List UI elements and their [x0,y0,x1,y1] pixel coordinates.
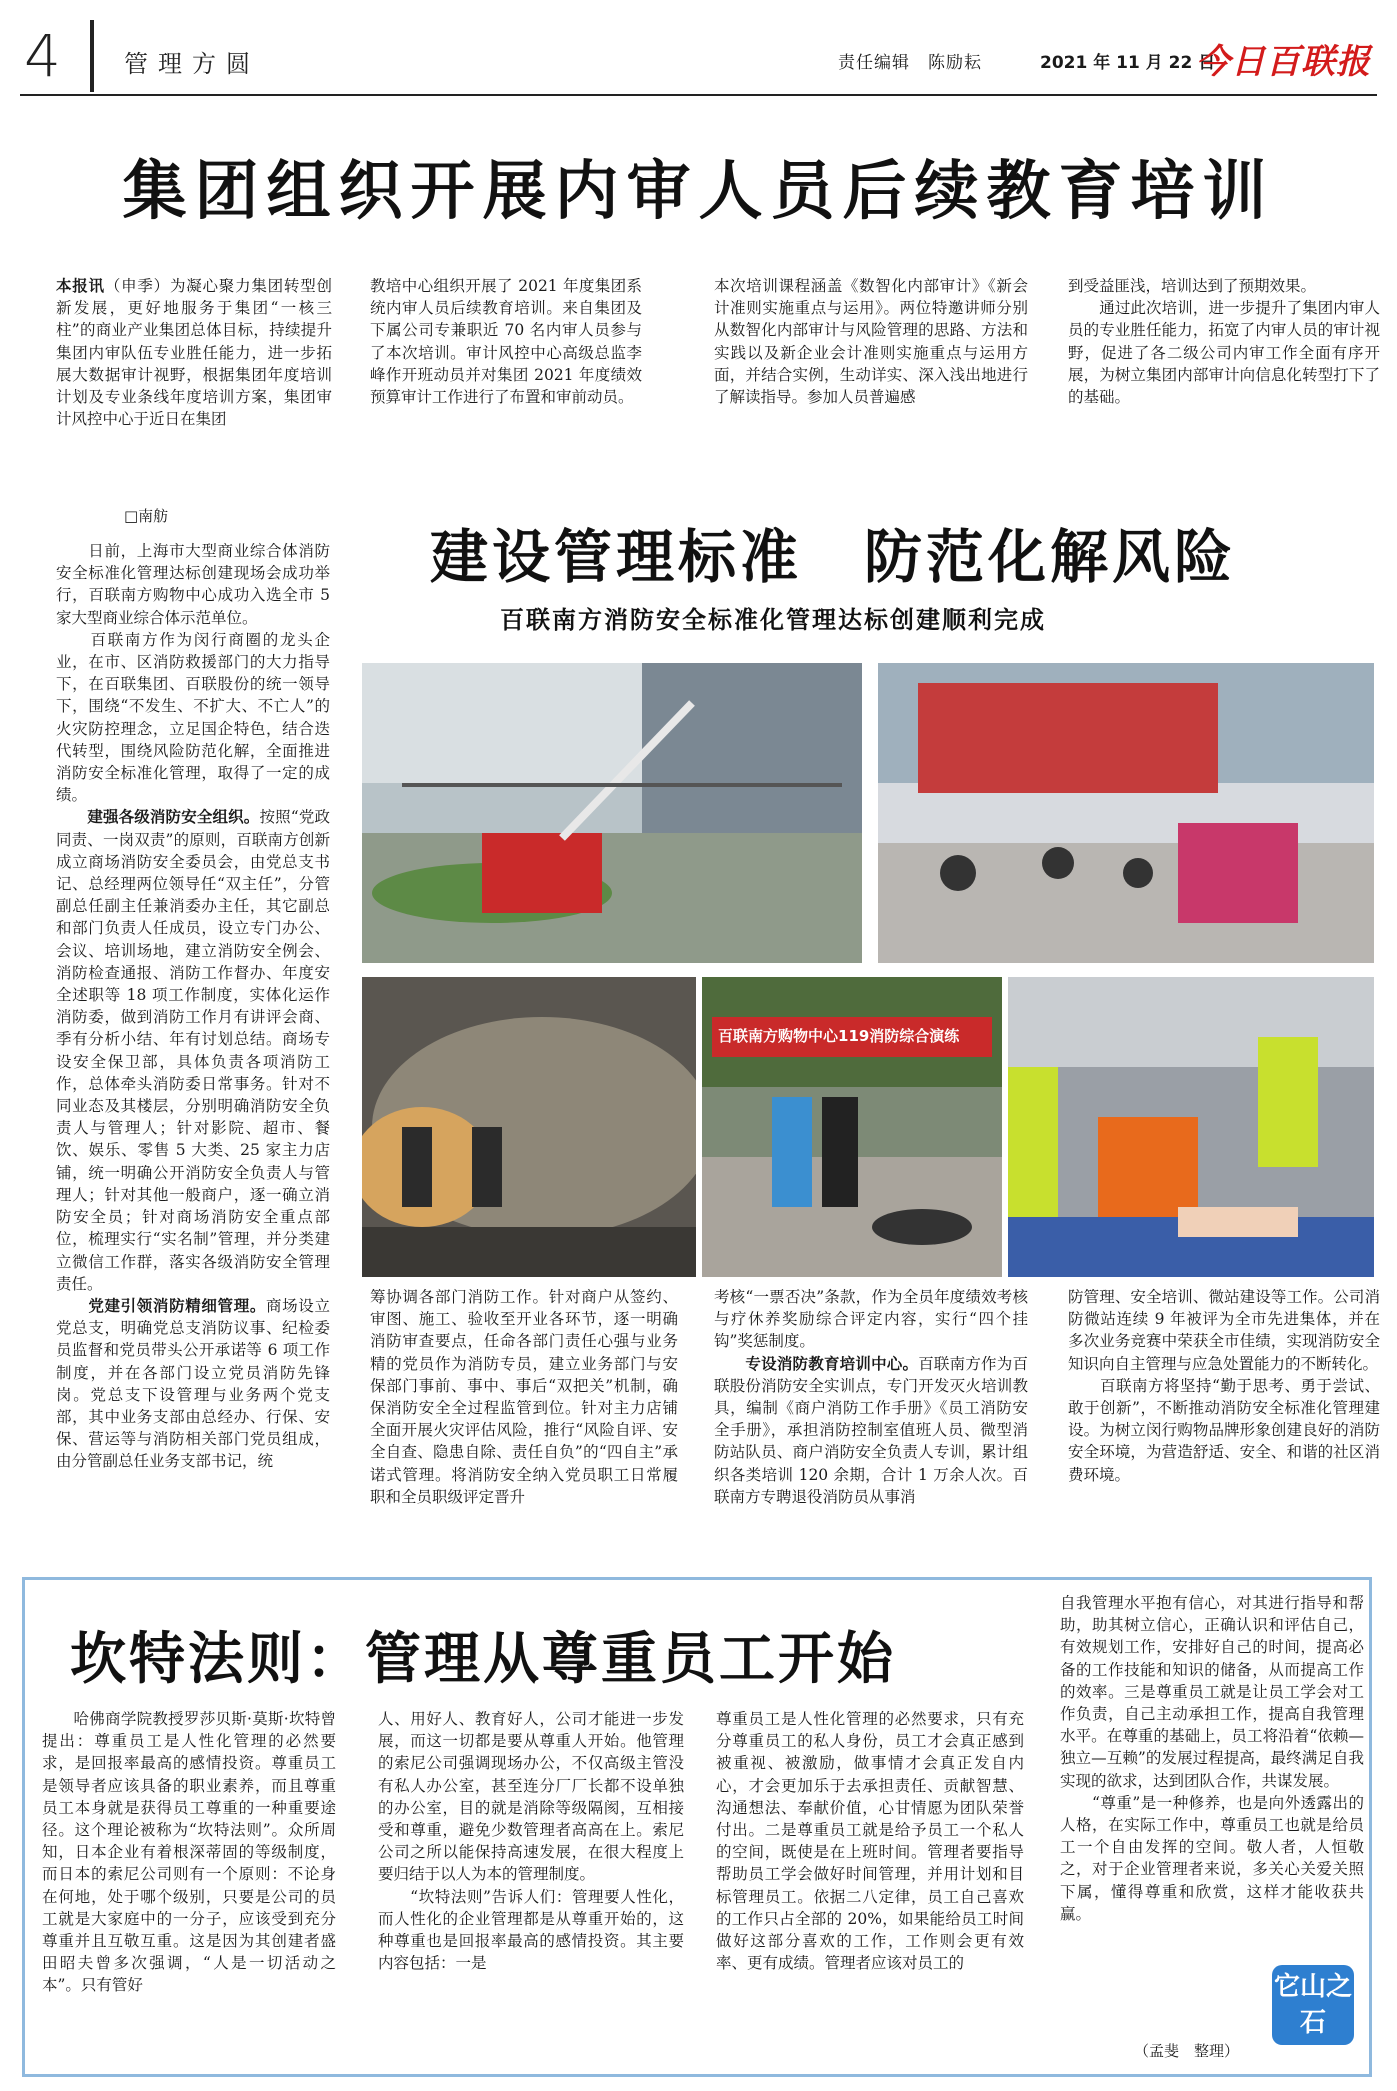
article2-headline: 建设管理标准 防范化解风险 [430,523,1237,591]
photo-firefighters-smoke [362,977,696,1277]
editor-credit: 责任编辑 陈励耘 [838,53,982,73]
article2-column-3: 考核“一票否决”条款，作为全员年度绩效考核与疗休养奖励综合评定内容，实行“四个挂钩”奖惩制度。 专设消防教育培训中心。百联南方作为百联股份消防安全实训点，专门开发灭火培训教具，编制《商户消防工作手册》《员工消防安全手册》，承担消防控制室值班人员、微型消防站队员、商户消防安全负责人专训，累计组织各类培训 120 余期，合计 1 万余人次。百联南方专聘退役消防员从事消 [714,1288,1028,1506]
issue-date: 2021 年 11 月 22 日 [1040,53,1216,73]
section-name: 管理方圆 [124,50,260,78]
article3-column-2: 人、用好人、教育好人，公司才能进一步发展，而这一切都是要从尊重人开始。他管理的索尼公司强调现场办公，不仅高级主管没有私人办公室，甚至连分厂厂长都不设单独的办公室，目的就是消除等级隔阂，互相接受和尊重，避免少数管理者高高在上。索尼公司之所以能保持高速发展，在很大程度上要归结于以人为本的管理制度。 “坎特法则”告诉人们：管理要人性化，而人性化的企业管理都是从尊重开始的，这种尊重也是回报率最高的感情投资。其主要内容包括：一是 [378,1710,684,1973]
article1-column-4: 到受益匪浅，培训达到了预期效果。 通过此次培训，进一步提升了集团内审人员的专业胜任能力，拓宽了内审人员的审计视野，促进了各二级公司内审工作全面有序开展，为树立集团内部审计向信息化转型打下了的基础。 [1068,277,1380,407]
article3-column-1: 哈佛商学院教授罗莎贝斯·莫斯·坎特曾提出：尊重员工是人性化管理的必然要求，是回报率最高的感情投资。尊重员工是领导者应该具备的职业素养，而且尊重员工本身就是获得员工尊重的一种重要途径。这个理论被称为“坎特法则”。众所周知，日本企业有着根深蒂固的等级制度，而日本的索尼公司则有一个原则：不论身在何地，处于哪个级别，只要是公司的员工就是大家庭中的一分子，应该受到充分尊重并且互敬互重。这是因为其创建者盛田昭夫曾多次强调，“人是一切活动之本”。只有管好 [42,1710,336,1995]
article1-column-1: 本报讯（申季）为凝心聚力集团转型创新发展，更好地服务于集团“一核三柱”的商业产业集团总体目标，持续提升集团内审队伍专业胜任能力，进一步拓展大数据审计视野，根据集团年度培训计划及专业条线年度培训方案，集团审计风控中心于近日在集团 [56,277,332,429]
article1-column-3: 本次培训课程涵盖《数智化内部审计》《新会计准则实施重点与运用》。两位特邀讲师分别从数智化内部审计与风险管理的思路、方法和实践以及新企业会计准则实施重点与运用方面，并结合实例，生动详实、深入浅出地进行了解读指导。参加人员普遍感 [714,277,1028,407]
photo-banner-text: 百联南方购物中心119消防综合演练 [718,1027,960,1045]
article2-column-4: 防管理、安全培训、微站建设等工作。公司消防微站连续 9 年被评为全市先进集体，并在多次业务竞赛中荣获全市佳绩，实现消防安全知识向自主管理与应急处置能力的不断转化。 百联南方将坚持“勤于思考、勇于尝试、敢于创新”，不断推动消防安全标准化管理建设。为树立闵行购物品牌形象创建良好的消防安全环境，为营造舒适、安全、和谐的社区消费环境。 [1068,1288,1380,1484]
article3-column-4: 自我管理水平抱有信心，对其进行指导和帮助，助其树立信心，正确认识和评估自己，有效规划工作，安排好自己的时间，提高必备的工作技能和知识的储备，从而提高工作的效率。三是尊重员工就是让员工学会对工作负责，自己主动承担工作，提高自我管理水平。在尊重的基础上，员工将沿着“依赖—独立—互赖”的发展过程提高，最终满足自我实现的欲求，达到团队合作，共谋发展。 “尊重”是一种修养，也是向外透露出的人格，在实际工作中，尊重员工也就是给员工一个自由发挥的空间。敬人者，人恒敬之，对于企业管理者来说，多关心关爱关照下属，懂得尊重和欣赏，这样才能收获共赢。 [1060,1594,1364,1923]
newspaper-logo: 今日百联报 [1196,42,1371,82]
article3-column-3: 尊重员工是人性化管理的必然要求，只有充分尊重员工的私人身份，员工才会真正感到被重视、被激励，做事情才会真正发自内心，才会更加乐于去承担责任、贡献智慧、沟通想法、奉献价值，心甘情愿为团队荣誉付出。二是尊重员工就是给予员工一个私人的空间，既使是在上班时间。管理者要指导帮助员工学会做好时间管理，并用计划和目标管理员工。依据二八定律，员工自己喜欢的工作只占全部的 20%，如果能给员工时间做好这部分喜欢的工作，工作则会更有效率、更有成绩。管理者应该对员工的 [716,1710,1024,1973]
article3-headline: 坎特法则：管理从尊重员工开始 [70,1627,896,1692]
article2-column-2: 筹协调各部门消防工作。针对商户从签约、审图、施工、验收至开业各环节，逐一明确消防审查要点，任命各部门责任心强与业务精的党员作为消防专员，建立业务部门与安保部门事前、事中、事后“双把关”机制，确保消防安全全过程监管到位。针对主力店铺全面开展火灾评估风险，推行“风险自评、安全自查、隐患自除、责任自负”的“四自主”承诺式管理。将消防安全纳入党员职工日常履职和全员职级评定晋升 [370,1288,678,1506]
column-stamp-logo: 它山之石 [1272,1965,1354,2045]
article2-byline: □南舫 [124,507,169,525]
article2-subheadline: 百联南方消防安全标准化管理达标创建顺利完成 [500,606,1046,634]
header-rule [20,94,1377,96]
photo-fire-extinguisher-demo [702,977,1002,1277]
article1-headline: 集团组织开展内审人员后续教育培训 [122,155,1275,229]
article1-column-2: 教培中心组织开展了 2021 年度集团系统内审人员后续教育培训。来自集团及下属公司专兼职近 70 名内审人员参与了本次培训。审计风控中心高级总监李峰作开班动员并对集团 2021 年度绩效预算审计工作进行了布置和审前动员。 [370,277,642,407]
page-number: 4 [24,20,94,92]
photo-first-aid-training [1008,977,1374,1277]
photo-fire-truck-drill [362,663,862,963]
article2-left-column: 日前，上海市大型商业综合体消防安全标准化管理达标创建现场会成功举行，百联南方购物中心成功入选全市 5 家大型商业综合体示范单位。 百联南方作为闵行商圈的龙头企业，在市、区消防救援部门的大力指导下，在百联集团、百联股份的统一领导下，围绕“不发生、不扩大、不亡人”的火灾防控理念，立足国企特色，结合迭代转型，围绕风险防范化解，全面推进消防安全标准化管理，取得了一定的成绩。 建强各级消防安全组织。按照“党政同责、一岗双责”的原则，百联南方创新成立商场消防安全委员会，由党总支书记、总经理两位领导任“双主任”，分管副总任副主任兼消委办主任，其它副总和部门负责人任成员，设立专门办公、会议、培训场地，建立消防安全例会、消防检查通报、消防工作督办、年度安全述职等 18 项工作制度，实体化运作消防委，做到消防工作月有讲评会商、季有分析小结、年有讨划总结。商场专设安全保卫部，具体负责各项消防工作，总体牵头消防委日常事务。针对不同业态及其楼层，分别明确消防安全负责人与管理人；针对影院、超市、餐饮、娱乐、零售 5 大类、25 家主力店铺，统一明确公开消防安全负责人与管理人；针对其他一般商户，逐一确立消防安全员；针对商场消防安全重点部位，梳理实行“实名制”管理，并分类建立微信工作群，落实各级消防安全管理责任。 党建引领消防精细管理。商场设立党总支，明确党总支消防议事、纪检委员监督和党员带头公开承诺等 6 项工作制度，并在各部门设立党员消防先锋岗。党总支下设管理与业务两个党支部，其中业务支部由总经办、行保、安保、营运等与消防相关部门党员组成，由分管副总任业务支部书记，统 [56,542,330,1471]
article3-credit: （孟斐 整理） [1134,2042,1240,2060]
masthead [0,0,1397,100]
photo-evacuation-drill [878,663,1374,963]
